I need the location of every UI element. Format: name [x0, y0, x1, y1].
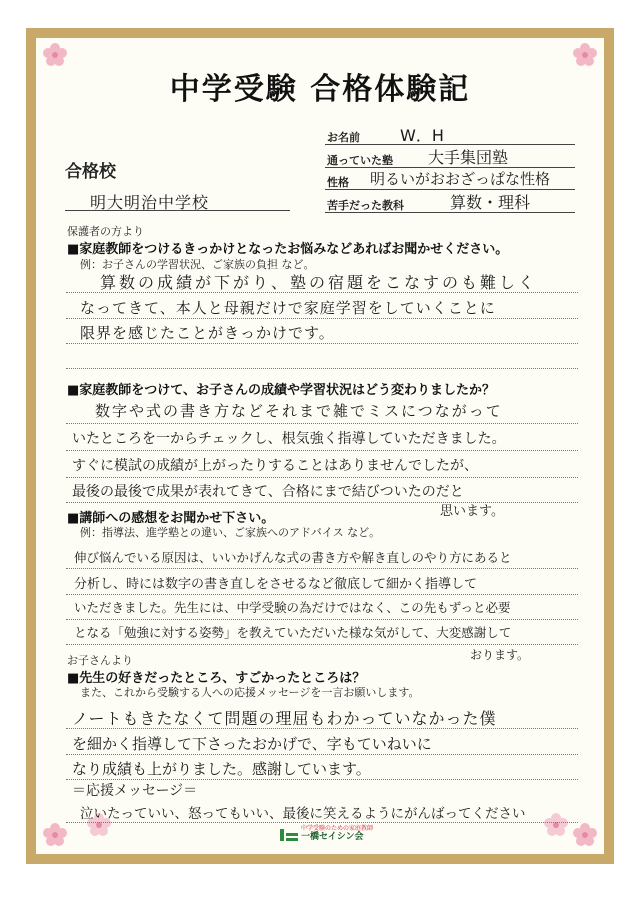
ruled-line [66, 619, 578, 620]
personality-label: 性格 [327, 176, 349, 189]
question-4-sub: また、これから受験する人への応援メッセージを一言お願いします。 [80, 686, 420, 699]
ruled-line [66, 368, 578, 369]
logo-mark-icon [280, 827, 298, 841]
juku-label: 通っていた塾 [327, 154, 393, 167]
parent-section-label: 保護者の方より [67, 225, 144, 238]
support-message: 泣いたっていい、怒ってもいい、最後に笑えるようにがんばってください [80, 806, 526, 822]
company-logo [280, 826, 373, 842]
question-4: ■先生の好きだったところ、すごかったところは？ [67, 671, 366, 686]
divider [65, 210, 290, 211]
question-2: ■家庭教師をつけて、お子さんの成績や学習状況はどう変わりましたか？ [67, 383, 496, 398]
ruled-line [66, 423, 578, 424]
answer-4-line: を細かく指導して下さったおかげで、字もていねいに [72, 735, 432, 753]
answer-2-line: すぐに模試の成績が上がったりすることはありませんでしたが、 [72, 458, 478, 474]
ruled-line [66, 754, 578, 755]
support-message-title: ＝応援メッセージ＝ [72, 783, 198, 799]
ruled-line [66, 477, 578, 478]
question-3-example: 例：指導法、進学塾との違い、ご家族へのアドバイス など。 [80, 526, 381, 539]
weak-subject-label: 苦手だった教科 [327, 199, 404, 212]
flower-icon [543, 812, 569, 838]
answer-3-line: となる「勉強に対する姿勢」を教えていただいた様な気がして、大変感謝して [74, 625, 512, 640]
flower-icon [572, 822, 598, 848]
answer-2-line: 思います。 [440, 504, 504, 519]
school-label: 合格校 [65, 162, 116, 182]
answer-3-line: おります。 [470, 648, 530, 662]
personality-value: 明るいがおおざっぱな性格 [370, 170, 551, 188]
page-title: 中学受験 合格体験記 [169, 72, 471, 107]
ruled-line [66, 728, 578, 729]
name-label: お名前 [327, 131, 360, 144]
name-value: W．H [400, 126, 444, 145]
logo-name: 一橋セイシン会 [301, 831, 364, 842]
answer-3-line: いただきました。先生には、中学受験の為だけではなく、この先もずっと必要 [74, 600, 511, 615]
answer-1-line: なってきて、本人と母親だけで家庭学習をしていくことに [80, 299, 496, 317]
ruled-line [66, 292, 578, 293]
answer-4-line: ノートもきたなくて問題の理屈もわかっていなかった僕 [72, 709, 497, 728]
ruled-line [66, 822, 578, 823]
answer-2-line: 最後の最後で成果が表れてきて、合格にまで結びついたのだと [72, 484, 464, 500]
answer-4-line: なり成績も上がりました。感謝しています。 [72, 760, 371, 778]
answer-1-line: 限界を感じたことがきっかけです。 [80, 324, 335, 342]
juku-value: 大手集団塾 [428, 148, 509, 167]
ruled-line [66, 450, 578, 451]
ruled-line [66, 594, 578, 595]
child-section-label: お子さんより [67, 654, 133, 667]
logo-tagline: 中学受験のための家庭教師 [301, 825, 374, 832]
answer-1-line: 算数の成績が下がり、塾の宿題をこなすのも難しく [100, 273, 538, 292]
weak-subject-value: 算数・理科 [450, 193, 531, 212]
ruled-line [66, 568, 578, 569]
ruled-line [66, 318, 578, 319]
divider [325, 212, 575, 213]
ruled-line [66, 343, 578, 344]
flower-icon [42, 822, 68, 848]
answer-2-line: いたところを一からチェックし、根気強く指導していただきました。 [72, 431, 506, 447]
question-3: ■講師への感想をお聞かせ下さい。 [67, 511, 275, 526]
answer-3-line: 伸び悩んでいる原因は、いいかげんな式の書き方や解き直しのやり方にあると [74, 550, 512, 565]
question-1-example: 例：お子さんの学習状況、ご家族の負担 など。 [80, 258, 315, 271]
answer-3-line: 分析し、時には数字の書き直しをさせるなど徹底して細かく指導して [74, 577, 478, 592]
school-value: 明大明治中学校 [90, 193, 210, 212]
question-1: ■家庭教師をつけるきっかけとなったお悩みなどあればお聞かせください。 [67, 242, 509, 257]
ruled-line [66, 644, 578, 645]
answer-2-line: 数字や式の書き方などそれまで雑でミスにつながって [95, 402, 503, 420]
